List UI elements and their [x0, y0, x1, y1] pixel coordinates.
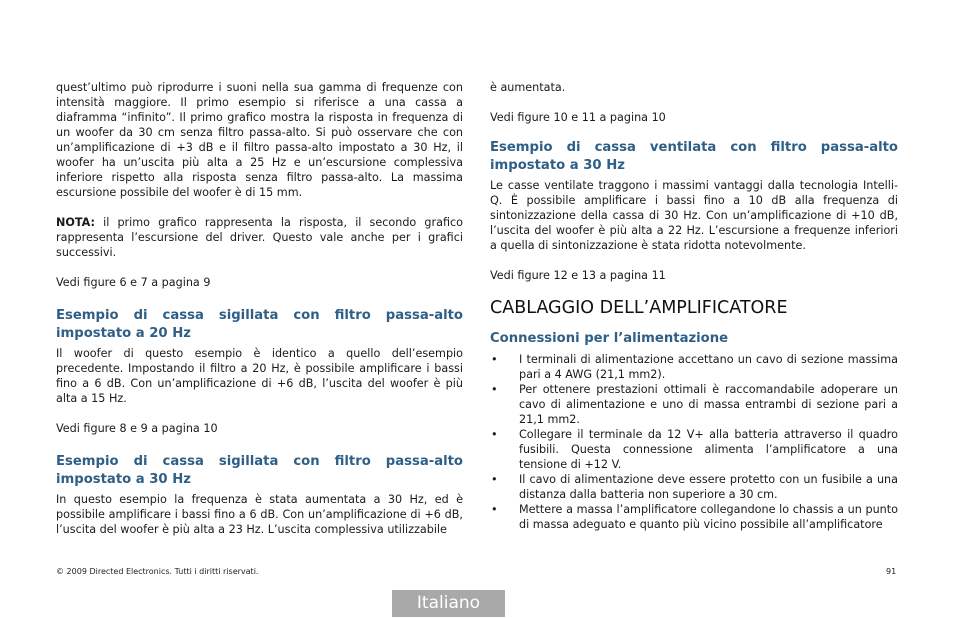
figure-reference: Vedi figure 12 e 13 a pagina 11 — [490, 269, 666, 282]
list-item — [490, 472, 898, 502]
chapter-heading: CABLAGGIO DELL’AMPLIFICATORE — [490, 298, 788, 318]
note-label: NOTA: — [56, 216, 95, 229]
bullet-icon: • — [491, 353, 498, 366]
continued-text: è aumentata. — [490, 81, 566, 94]
figure-reference: Vedi figure 6 e 7 a pagina 9 — [56, 276, 211, 289]
list-item-text: Il cavo di alimentazione deve essere protetto con un fusibile a una distanza dalla batteria non superiore a 30 cm. — [519, 473, 898, 501]
copyright-footer: © 2009 Directed Electronics. Tutti i diritti riservati. — [56, 567, 259, 576]
section-heading: Esempio di cassa sigillata con filtro passa-alto impostato a 20 Hz — [56, 308, 463, 341]
bullet-list — [490, 352, 898, 532]
subsection-heading: Connessioni per l’alimentazione — [490, 331, 729, 346]
figure-reference: Vedi figure 8 e 9 a pagina 10 — [56, 422, 218, 435]
right-column — [490, 80, 898, 532]
note-paragraph — [56, 215, 463, 260]
list-item — [490, 502, 898, 532]
body-paragraph: Le casse ventilate traggono i massimi vantaggi dalla tecnologia Intelli-Q. È possibile amplificare i bassi fino a 10 dB alla frequenza di sintonizzazione della cassa di 30 Hz. Con un’amplificazione di +10 dB, l’uscita del woofer è più alta a 22 Hz. L’escursione a frequenze inferiori a quella di sintonizzazione è stata ridotta notevolmente. — [490, 179, 898, 252]
list-item — [490, 382, 898, 427]
bullet-icon: • — [491, 473, 498, 486]
page-number: 91 — [886, 567, 897, 576]
left-column — [56, 80, 463, 537]
list-item-text: Mettere a massa l’amplificatore collegandone lo chassis a un punto di massa adeguato e quanto più vicino possibile all’amplificatore — [519, 503, 898, 531]
list-item — [490, 427, 898, 472]
body-paragraph: quest’ultimo può riprodurre i suoni nella sua gamma di frequenze con intensità maggiore. Il primo esempio si riferisce a una cassa a diaframma “infinito”. Il primo grafico mostra la risposta in frequenza di un woofer da 30 cm senza filtro passa-alto. Si può osservare che con un’amplificazione di +3 dB e il filtro passa-alto impostato a 30 Hz, il woofer ha un’uscita più alta a 25 Hz e un’escursione complessiva inferiore rispetto alla risposta senza filtro passa-alto. La massima escursione possibile del woofer è di 15 mm. — [56, 81, 463, 199]
list-item-text: I terminali di alimentazione accettano un cavo di sezione massima pari a 4 AWG (21,1 mm2). — [519, 353, 898, 381]
list-item-text: Per ottenere prestazioni ottimali è raccomandabile adoperare un cavo di alimentazione e uno di massa entrambi di sezione pari a 21,1 mm2. — [519, 383, 898, 426]
section-heading: Esempio di cassa ventilata con filtro passa-alto impostato a 30 Hz — [490, 140, 898, 173]
bullet-icon: • — [491, 383, 498, 396]
body-paragraph: In questo esempio la frequenza è stata aumentata a 30 Hz, ed è possibile amplificare i bassi fino a 6 dB. Con un’amplificazione di +6 dB, l’uscita del woofer è più alta a 23 Hz. L’uscita complessiva utilizzabile — [56, 493, 463, 536]
bullet-icon: • — [491, 503, 498, 516]
list-item — [490, 352, 898, 382]
bullet-icon: • — [491, 428, 498, 441]
language-tab: Italiano — [392, 590, 505, 617]
section-heading: Esempio di cassa sigillata con filtro passa-alto impostato a 30 Hz — [56, 454, 463, 487]
figure-reference: Vedi figure 10 e 11 a pagina 10 — [490, 111, 666, 124]
list-item-text: Collegare il terminale da 12 V+ alla batteria attraverso il quadro fusibili. Questa connessione alimenta l’amplificatore a una tensione di +12 V. — [519, 428, 898, 471]
body-paragraph: Il woofer di questo esempio è identico a quello dell’esempio precedente. Impostando il filtro a 20 Hz, è possibile amplificare i bassi fino a 6 dB. Con un’amplificazione di +6 dB, l’uscita del woofer è più alta a 15 Hz. — [56, 347, 463, 405]
note-text: il primo grafico rappresenta la risposta, il secondo grafico rappresenta l’escursione del driver. Questo vale anche per i grafici successivi. — [56, 216, 463, 259]
